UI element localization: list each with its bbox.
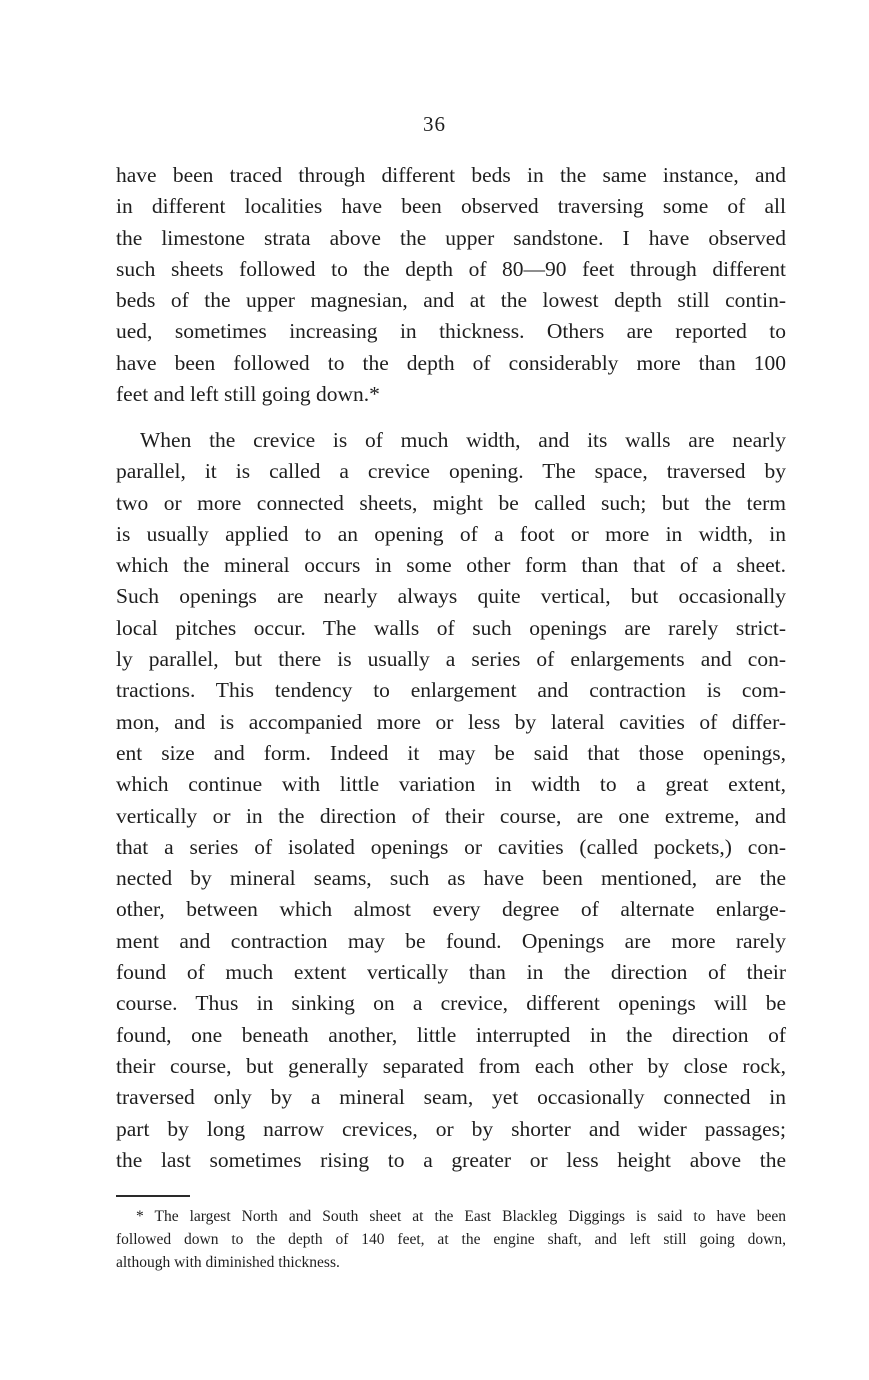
text-line: the limestone strata above the upper sandstone. I have observed <box>116 225 786 250</box>
text-line: local pitches occur. The walls of such openings are rarely strict- <box>116 615 786 640</box>
text-line: course. Thus in sinking on a crevice, different openings will be <box>116 991 786 1016</box>
text-line: have been followed to the depth of considerably more than 100 <box>116 350 786 375</box>
text-line: ued, sometimes increasing in thickness. Others are reported to <box>116 319 786 344</box>
text-line: the last sometimes rising to a greater or less height above the <box>116 1147 786 1172</box>
footnote-line: followed down to the depth of 140 feet, at the engine shaft, and left still going down, <box>116 1231 786 1248</box>
page-number: 36 <box>423 112 446 136</box>
text-line: Such openings are nearly always quite vertical, but occasionally <box>116 584 786 609</box>
text-line: part by long narrow crevices, or by shorter and wider passages; <box>116 1116 786 1141</box>
text-line: When the crevice is of much width, and its walls are nearly <box>140 428 786 452</box>
text-line: ly parallel, but there is usually a series of enlargements and con- <box>116 647 786 672</box>
text-line: beds of the upper magnesian, and at the lowest depth still contin- <box>116 288 786 313</box>
text-line: nected by mineral seams, such as have been mentioned, are the <box>116 866 786 891</box>
footnote-line: * The largest North and South sheet at the East Blackleg Diggings is said to have been <box>136 1208 786 1225</box>
text-line: parallel, it is called a crevice opening. The space, traversed by <box>116 459 786 484</box>
footnote-divider <box>116 1195 190 1197</box>
text-line: in different localities have been observed traversing some of all <box>116 194 786 219</box>
text-line: ent size and form. Indeed it may be said that those openings, <box>116 740 786 765</box>
text-line: mon, and is accompanied more or less by lateral cavities of differ- <box>116 709 786 734</box>
text-line: two or more connected sheets, might be called such; but the term <box>116 490 786 515</box>
text-line: which the mineral occurs in some other form than that of a sheet. <box>116 553 786 578</box>
text-line: traversed only by a mineral seam, yet occasionally connected in <box>116 1085 786 1110</box>
text-line: is usually applied to an opening of a foot or more in width, in <box>116 521 786 546</box>
text-line: found, one beneath another, little interrupted in the direction of <box>116 1022 786 1047</box>
text-line: other, between which almost every degree of alternate enlarge- <box>116 897 786 922</box>
text-line: that a series of isolated openings or cavities (called pockets,) con- <box>116 834 786 859</box>
text-line: ment and contraction may be found. Openings are more rarely <box>116 928 786 953</box>
text-line: have been traced through different beds in the same instance, and <box>116 163 786 187</box>
text-line: their course, but generally separated from each other by close rock, <box>116 1053 786 1078</box>
text-line: feet and left still going down.* <box>116 382 380 407</box>
text-line: such sheets followed to the depth of 80—90 feet through different <box>116 256 786 281</box>
paragraph-continued <box>116 160 786 410</box>
text-line: which continue with little variation in width to a great extent, <box>116 772 786 797</box>
footnote <box>116 1205 786 1274</box>
text-line: found of much extent vertically than in the direction of their <box>116 960 786 985</box>
paragraph-crevice-opening <box>116 425 786 1176</box>
text-line: tractions. This tendency to enlargement and contraction is com- <box>116 678 786 703</box>
text-line: vertically or in the direction of their course, are one extreme, and <box>116 803 786 828</box>
footnote-line: although with diminished thickness. <box>116 1254 340 1271</box>
